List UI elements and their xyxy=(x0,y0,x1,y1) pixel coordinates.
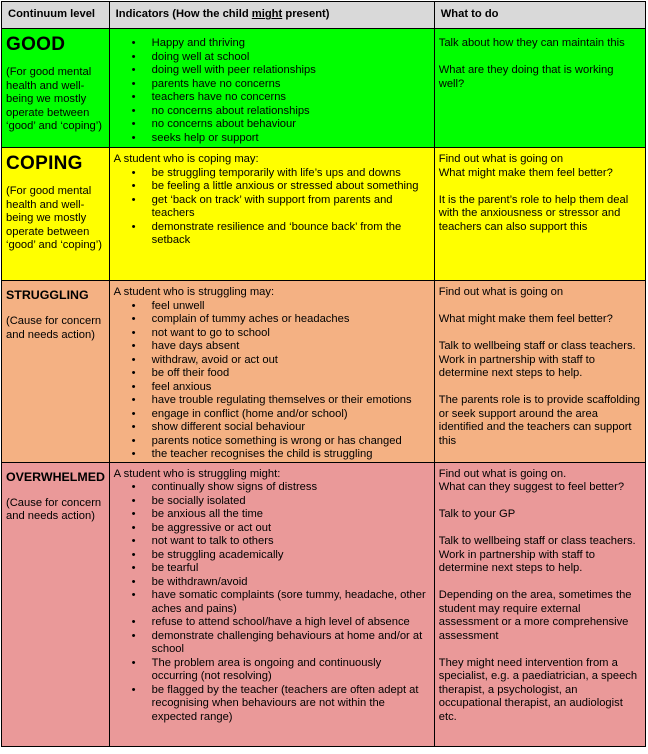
indicator-item: • be tearful xyxy=(152,562,430,576)
indicator-item: • feel unwell xyxy=(152,300,430,314)
level-note: (Cause for concern and needs action) xyxy=(6,496,102,522)
todo-text: What are they doing that is working well? xyxy=(438,64,614,90)
indicator-item: • continually show signs of distress xyxy=(152,481,430,495)
todo-cell xyxy=(434,148,645,281)
indicator-item: • be struggling academically xyxy=(152,549,430,563)
indicator-item: • have days absent xyxy=(152,340,430,354)
indicator-item: • no concerns about relationships xyxy=(152,105,430,119)
header-todo: What to do xyxy=(434,2,645,29)
indicator-intro: A student who is struggling might: xyxy=(113,467,281,480)
indicators-cell xyxy=(109,462,434,746)
level-title: STRUGGLING xyxy=(6,288,89,302)
indicator-item: • demonstrate challenging behaviours at home and/or at school xyxy=(152,630,430,657)
indicator-item: • be off their food xyxy=(152,367,430,381)
indicator-item: • be withdrawn/avoid xyxy=(152,576,430,590)
indicator-item: • be feeling a little anxious or stressed about something xyxy=(152,180,430,194)
indicator-item: • parents have no concerns xyxy=(152,78,430,92)
indicator-item: • The problem area is ongoing and continuously occurring (not resolving) xyxy=(152,657,430,684)
todo-text: Talk to wellbeing staff or class teachers. Work in partnership with staff to determine next steps to help. xyxy=(438,535,636,574)
todo-cell xyxy=(434,281,645,463)
indicator-item: • feel anxious xyxy=(152,381,430,395)
indicator-item: • be struggling temporarily with life’s ups and downs xyxy=(152,167,430,181)
indicator-item: • Happy and thriving xyxy=(152,37,430,51)
todo-text: Depending on the area, sometimes the student may require external assessment or a more comprehensive assessment xyxy=(438,589,632,642)
level-note: (Cause for concern and needs action) xyxy=(6,315,102,341)
indicator-item: • the teacher recognises the child is struggling xyxy=(152,448,430,462)
level-note: (For good mental health and well-being we mostly operate between ‘good’ and ‘coping’) xyxy=(6,66,102,132)
level-cell xyxy=(2,462,110,746)
indicator-item: • parents notice something is wrong or has changed xyxy=(152,435,430,449)
indicators-cell xyxy=(109,29,434,148)
indicator-item: • not want to go to school xyxy=(152,327,430,341)
todo-text: Find out what is going on xyxy=(438,286,564,298)
indicator-list xyxy=(114,481,430,724)
level-note: (For good mental health and well-being we mostly operate between ‘good’ and ‘coping’) xyxy=(6,185,102,251)
row-good xyxy=(2,29,646,148)
todo-text: Talk to wellbeing staff or class teachers. Work in partnership with staff to determine next steps to help. xyxy=(438,340,636,379)
indicator-item: • engage in conflict (home and/or school) xyxy=(152,408,430,422)
todo-text: What might make them feel better? xyxy=(438,166,613,179)
row-struggling xyxy=(2,281,646,463)
indicator-item: • not want to talk to others xyxy=(152,535,430,549)
indicator-item: • withdraw, avoid or act out xyxy=(152,354,430,368)
row-overwhelmed xyxy=(2,462,646,746)
indicator-item: • get ‘back on track’ with support from parents and teachers xyxy=(152,194,430,221)
todo-text: Talk about how they can maintain this xyxy=(438,37,625,49)
indicator-item: • doing well with peer relationships xyxy=(152,64,430,78)
level-cell xyxy=(2,281,110,463)
level-cell xyxy=(2,148,110,281)
todo-text: Talk to your GP xyxy=(438,508,516,520)
todo-text: The parents role is to provide scaffolding or seek support around the area identified and the teachers can support this xyxy=(438,394,641,447)
continuum-table xyxy=(1,1,646,747)
header-level: Continuum level xyxy=(2,2,110,29)
todo-text: What can they suggest to feel better? xyxy=(438,481,625,493)
todo-text: Find out what is going on. xyxy=(438,467,567,480)
todo-text: They might need intervention from a specialist, e.g. a paediatrician, a speech therapist, a psychologist, an occupational therapist, an audiologist etc. xyxy=(438,656,638,723)
indicators-cell xyxy=(109,281,434,463)
indicator-item: • be flagged by the teacher (teachers are often adept at recognising when behaviours are not within the expected range) xyxy=(152,684,430,725)
todo-cell xyxy=(434,462,645,746)
todo-cell xyxy=(434,29,645,148)
indicator-item: • refuse to attend school/have a high level of absence xyxy=(152,616,430,630)
indicator-item: • be socially isolated xyxy=(152,495,430,509)
header-row xyxy=(2,2,646,29)
level-title: COPING xyxy=(6,153,83,174)
todo-text: It is the parent’s role to help them deal with the anxiousness or stressor and teachers can also support this xyxy=(438,193,629,233)
indicator-item: • have somatic complaints (sore tummy, headache, other aches and pains) xyxy=(152,589,430,616)
indicator-item: • demonstrate resilience and ‘bounce back’ from the setback xyxy=(152,221,430,248)
level-cell xyxy=(2,29,110,148)
indicator-item: • no concerns about behaviour xyxy=(152,118,430,132)
indicators-cell xyxy=(109,148,434,281)
indicator-item: • seeks help or support xyxy=(152,132,430,146)
level-title: OVERWHELMED xyxy=(6,469,105,484)
indicator-item: • doing well at school xyxy=(152,51,430,65)
indicator-item: • show different social behaviour xyxy=(152,421,430,435)
indicator-list xyxy=(114,300,430,462)
indicator-list xyxy=(114,37,430,145)
todo-text: Find out what is going on xyxy=(438,153,564,165)
indicator-item: • teachers have no concerns xyxy=(152,91,430,105)
indicator-item: • be anxious all the time xyxy=(152,508,430,522)
level-title: GOOD xyxy=(6,34,66,55)
indicator-intro: A student who is struggling may: xyxy=(113,286,275,298)
header-indicators: Indicators (How the child might present) xyxy=(109,2,434,29)
indicator-item: • be aggressive or act out xyxy=(152,522,430,536)
indicator-item: • complain of tummy aches or headaches xyxy=(152,313,430,327)
row-coping xyxy=(2,148,646,281)
todo-text: What might make them feel better? xyxy=(438,313,613,325)
indicator-intro: A student who is coping may: xyxy=(113,153,259,165)
indicator-list xyxy=(114,167,430,248)
indicator-item: • have trouble regulating themselves or their emotions xyxy=(152,394,430,408)
